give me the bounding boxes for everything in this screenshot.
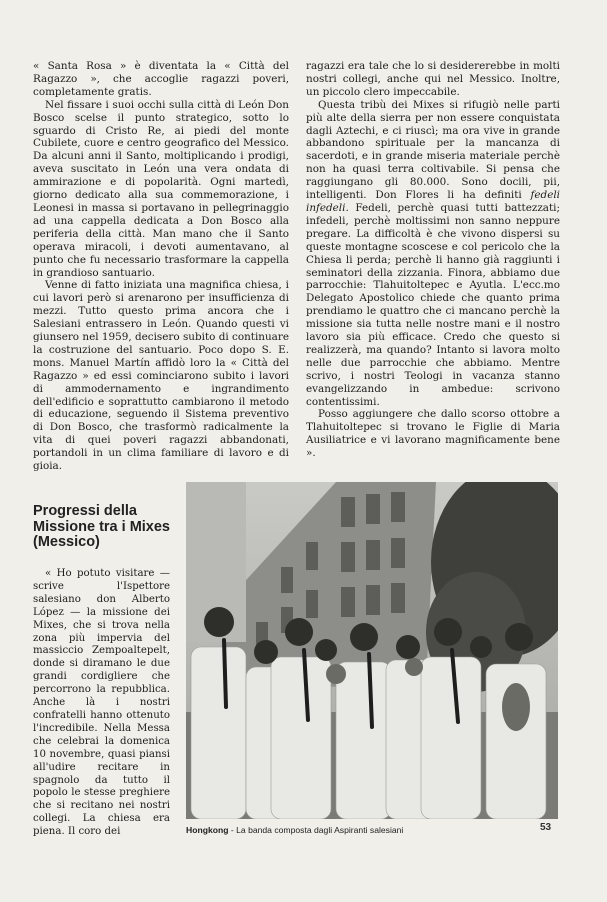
paragraph: Posso aggiungere che dallo scorso ottobre a Tlahuitoltepec si trovano le Figlie di Maria Ausiliatrice e vi lavorano magnificamente bene ». — [306, 408, 560, 460]
article-column-left-top — [33, 60, 289, 473]
caption-text: - La banda composta dagli Aspiranti salesiani — [228, 825, 404, 835]
band-photo — [186, 482, 558, 819]
photo-caption — [186, 825, 526, 835]
text-run: Questa tribù dei Mixes si rifugiò nelle parti più alte della sierra per non essere conquistata dagli Aztechi, e ci riuscì; ma ora vive in grande abbandono spirituale per la mancanza di sacerdoti, e in grande miseria materiale perchè non ha quasi terra coltivabile. Si pensa che raggiungano gli 80.000. Sono docili, pii, intelligenti. Don Flores li ha definiti — [306, 98, 560, 202]
paragraph: Nel fissare i suoi occhi sulla città di León Don Bosco scelse il punto strategico, sotto lo sguardo di Cristo Re, ai piedi del monte Cubilete, cuore e centro geografico del Messico. Da alcuni anni il Santo, moltiplicando i prodigi, aveva suscitato in León una vera ondata di ammirazione e di popolarità. Ogni martedì, giorno dedicato alla sua commemorazione, i Leonesi in massa si portavano in pellegrinaggio ad una cappella dedicata a Don Bosco alla periferia della città. Man mano che il Santo operava miracoli, i devoti aumentavano, al punto che fu necessario trasformare la cappella in grandioso santuario. — [33, 98, 289, 279]
section-heading: Progressi della Missione tra i Mixes (Messico) — [33, 503, 170, 550]
italic-phrase: fedeli infedeli — [306, 189, 560, 214]
text-run: . Fedeli, perchè quasi tutti battezzati; infedeli, perchè moltissimi non sanno neppure pregare. La difficoltà è che vivono dispersi su queste montagne scoscese e col pericolo che la Chiesa li perda; perchè li hanno già raggiunti i seminatori della zizzania. Finora, abbiamo due parrocchie: Tlahuitoltepec e Ayutla. L'ecc.mo Delegato Apostolico chiede che quanto prima prendiamo le quattro che ci mancano perchè la missione sia tutta nelle nostre mani e il nostro lavoro sia più efficace. Credo che questo si realizzerà, ma quando? Intanto si lavora molto nelle due parrocchie che abbiamo. Mentre scrivo, i nostri Teologi in vacanza stanno evangelizzando in ambedue: scrivono contentissimi. — [306, 201, 560, 408]
paragraph: Venne di fatto iniziata una magnifica chiesa, i cui lavori però si arenarono per insufficienza di mezzi. Tutto questo prima ancora che i Salesiani entrassero in León. Quando questi vi giunsero nel 1959, decisero subito di continuare la costruzione del santuario. Poco dopo S. E. mons. Manuel Martín affidò loro la « Città del Ragazzo » ed essi cominciarono subito i lavori di ammodernamento e ingrandimento dell'edificio e soprattutto cambiarono il metodo di educazione, seguendo il Sistema preventivo di Don Bosco, che trasformò radicalmente la vita di quei poveri ragazzi abbandonati, portandoli in un clima familiare di lavoro e di gioia. — [33, 279, 289, 473]
paragraph: « Ho potuto visitare — scrive l'Ispettore salesiano don Alberto López — la missione dei Mixes, che si trova nella zona più impervia del massiccio Zempoaltepelt, donde si diramano le due grandi cordigliere che percorrono la repubblica. Anche là i nostri confratelli hanno ottenuto l'incredibile. Nella Messa che celebrai la domenica 10 novembre, quasi piansi all'udire recitare in spagnolo da tutto il popolo le stesse preghiere che si recitano nei nostri collegi. La chiesa era piena. Il coro dei — [33, 568, 170, 838]
page-number: 53 — [540, 822, 552, 833]
article-column-left-bottom — [33, 568, 170, 839]
article-column-right-top — [306, 60, 560, 460]
paragraph — [306, 99, 560, 409]
caption-place: Hongkong — [186, 825, 229, 835]
paragraph: « Santa Rosa » è diventata la « Città del Ragazzo », che accoglie ragazzi poveri, completamente gratis. — [33, 60, 289, 98]
paragraph: ragazzi era tale che lo si desidererebbe in molti nostri collegi, anche qui nel Messico. Inoltre, un piccolo clero impeccabile. — [306, 60, 560, 98]
